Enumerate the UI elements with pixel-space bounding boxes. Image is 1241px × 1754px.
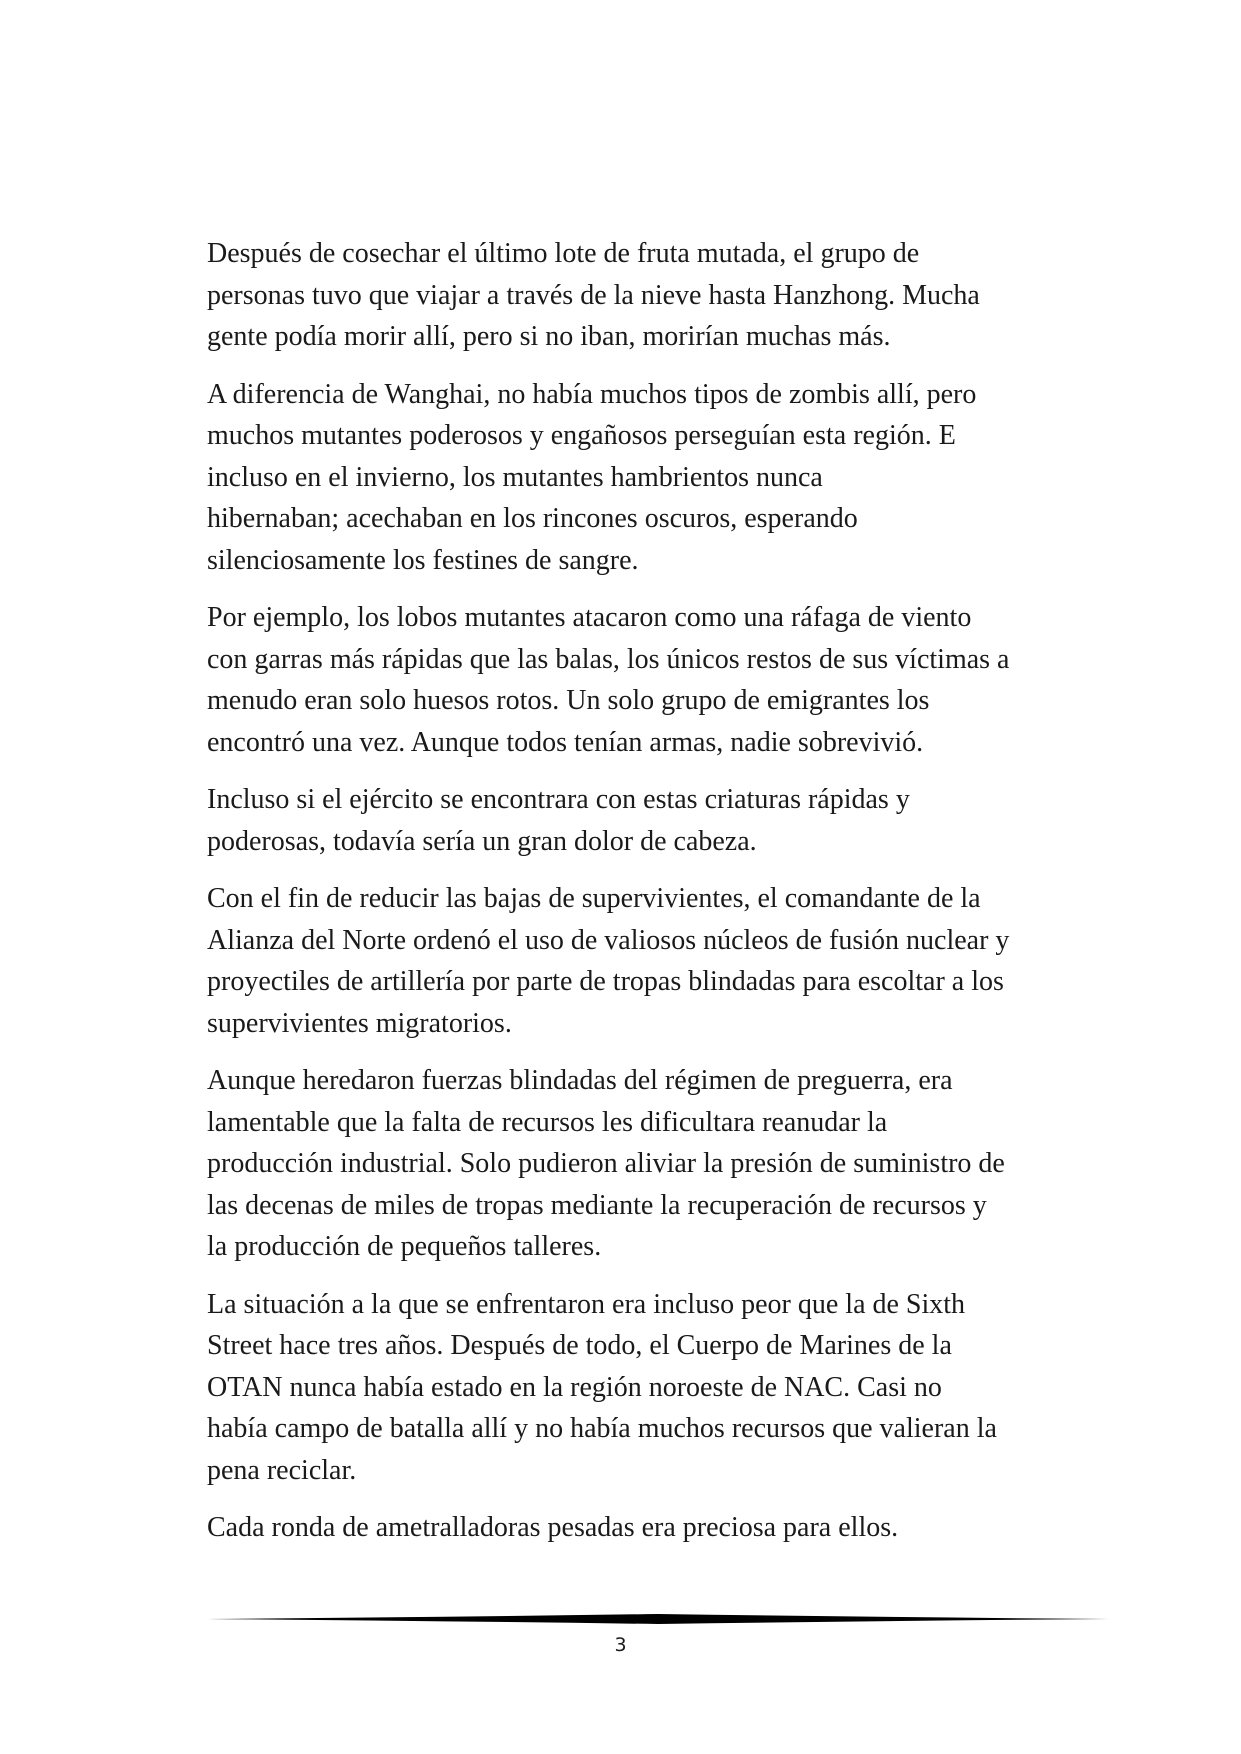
page-number: 3 [614, 1634, 627, 1656]
body-text [207, 233, 1077, 1565]
paragraph-3: Por ejemplo, los lobos mutantes atacaron como una ráfaga de viento con garras más rápidas que las balas, los únicos restos de sus víctimas a menudo eran solo huesos rotos. Un solo grupo de emigrantes los encontró una vez. Aunque todos tenían armas, nadie sobrevivió. [207, 602, 1010, 758]
paragraph-4: Incluso si el ejército se encontrara con estas criaturas rápidas y poderosas, todavía sería un gran dolor de cabeza. [207, 784, 910, 857]
paragraph-1: Después de cosechar el último lote de fruta mutada, el grupo de personas tuvo que viajar a través de la nieve hasta Hanzhong. Mucha gente podía morir allí, pero si no iban, morirían muchas más. [207, 238, 980, 352]
paragraph-8: Cada ronda de ametralladoras pesadas era preciosa para ellos. [207, 1512, 899, 1543]
paragraph-5: Con el fin de reducir las bajas de supervivientes, el comandante de la Alianza del Norte ordenó el uso de valiosos núcleos de fusión nuclear y proyectiles de artillería por parte de tropas blindadas para escoltar a los supervivientes migratorios. [207, 883, 1010, 1039]
paragraph-2: A diferencia de Wanghai, no había muchos tipos de zombis allí, pero muchos mutantes poderosos y engañosos perseguían esta región. E incluso en el invierno, los mutantes hambrientos nunca hibernaban; acechaban en los rincones oscuros, esperando silenciosamente los festines de sangre. [207, 378, 977, 576]
paragraph-7: La situación a la que se enfrentaron era incluso peor que la de Sixth Street hace tres años. Después de todo, el Cuerpo de Marines de la OTAN nunca había estado en la región noroeste de NAC. Casi no había campo de batalla allí y no había muchos recursos que valieran la pena reciclar. [207, 1288, 997, 1486]
paragraph-6: Aunque heredaron fuerzas blindadas del régimen de preguerra, era lamentable que la falta de recursos les dificultara reanudar la producción industrial. Solo pudieron aliviar la presión de suministro de las decenas de miles de tropas mediante la recuperación de recursos y la producción de pequeños talleres. [207, 1065, 1005, 1262]
footer-rule [207, 1612, 1109, 1626]
